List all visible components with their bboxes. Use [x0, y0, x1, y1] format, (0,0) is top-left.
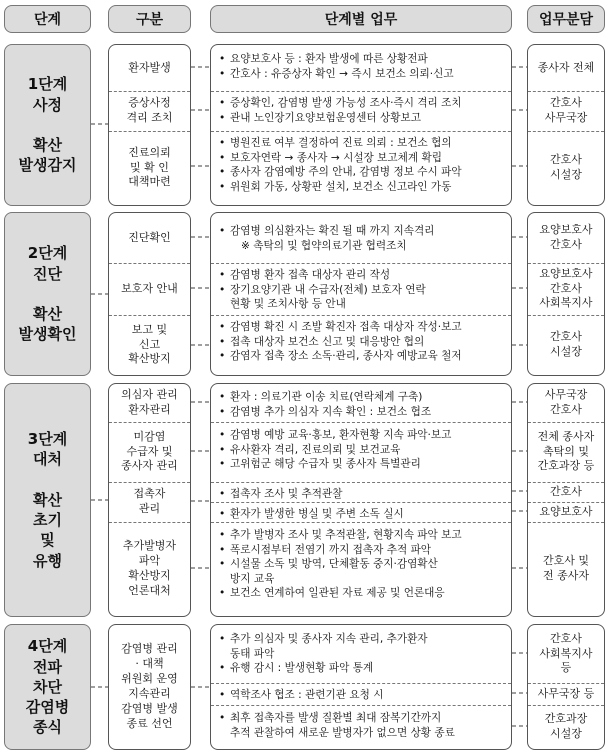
- task-item: • 환자가 발생한 병실 및 주변 소독 실시: [219, 507, 505, 522]
- category-cell: 증상사정 격리 조치: [126, 96, 173, 124]
- task-item-continued: 현황 및 조치사항 등 안내: [230, 298, 346, 311]
- category-cell: 보고 및 신고 확산방지: [128, 322, 171, 366]
- header-stage: 단계: [4, 5, 91, 33]
- task-item: • 감염병 의심환자는 확진 될 때 까지 지속격리: [219, 224, 505, 239]
- task-item: • 요양보호사 등 : 환자 발생에 따른 상황전파: [219, 52, 505, 67]
- category-cell: 진단확인: [128, 230, 171, 244]
- task-note: ※ 촉탁의 및 협약의료기관 협력조치: [241, 239, 407, 252]
- task-cell: [211, 525, 511, 601]
- task-item: • 감염병 추가 의심자 지속 확인 : 보건소 협조: [219, 405, 505, 420]
- task-cell: [211, 93, 511, 125]
- category-cell: 의심자 관리 환자관리: [121, 388, 178, 416]
- stage-1-tasks-column: [210, 44, 512, 206]
- task-item: • 보건소 연계하여 일관된 자료 제공 및 언론대응: [219, 586, 505, 601]
- stage-2-assignment-column: [527, 212, 605, 376]
- header-category: 구분: [108, 5, 191, 33]
- task-item: • 관내 노인장기요양보험운영센터 상황보고: [219, 111, 505, 126]
- assignment-cell: 전체 종사자 촉탁의 및 간호과장 등: [537, 429, 595, 473]
- task-cell: [211, 629, 511, 676]
- task-item: • 보호자연락 → 종사자 → 시설장 보고체계 확립: [219, 151, 505, 166]
- assignment-cell: 간호사 사무국장: [544, 96, 588, 124]
- stage-3-label: 3단계 대처 확산 초기 및 유행: [4, 383, 91, 617]
- category-cell: 보호자 안내: [121, 281, 178, 295]
- task-item: • 간호사 : 유증상자 확인 → 즉시 보건소 의뢰·신고: [219, 67, 505, 82]
- task-item: • 감염병 예방 교육·홍보, 환자현황 지속 파악·보고: [219, 428, 505, 443]
- category-cell: 미감염 수급자 및 종사자 관리: [121, 429, 178, 473]
- task-item: • 접촉 대상자 보건소 신고 및 대응방안 협의: [219, 335, 505, 350]
- task-item: • 증상확인, 감염병 발생 가능성 조사·즉시 격리 조치: [219, 96, 505, 111]
- category-cell: 접촉자 관리: [133, 487, 166, 515]
- stage-3-tasks-column: [210, 383, 512, 617]
- task-cell: [211, 504, 511, 522]
- stage-1-label: 1단계 사정 확산 발생감지: [4, 44, 91, 206]
- task-item: • 유사환자 격리, 진료의뢰 및 보건교육: [219, 443, 505, 458]
- task-item: • 폭로시점부터 전염기 까지 접촉자 추적 파악: [219, 543, 505, 558]
- task-item: • 최후 접촉자를 발생 질환별 최대 잠복기간까지: [219, 711, 505, 726]
- task-item: • 장기요양기관 내 수급자(전체) 보호자 연락: [219, 283, 505, 298]
- stage-4-category-column: [108, 624, 191, 750]
- task-item: • 추가 발병자 조사 및 추적관찰, 현황지속 파악 보고: [219, 528, 505, 543]
- assignment-cell: 요양보호사 간호사 사회복지사: [539, 266, 593, 310]
- task-item: • 환자 : 의료기관 이송 치료(연락체계 구축): [219, 390, 505, 405]
- assignment-cell: 사무국장 간호사: [544, 388, 588, 416]
- stage-1-assignment-column: [527, 44, 605, 206]
- task-cell: [211, 265, 511, 312]
- category-cell: 진료의뢰 및 확 인 대책마련: [128, 145, 171, 189]
- category-cell: 환자발생: [128, 60, 171, 74]
- task-item: • 감염자 접촉 장소 소독·관리, 종사자 예방교육 철저: [219, 349, 505, 364]
- assignment-cell: 종사자 전체: [537, 60, 595, 74]
- task-cell: [211, 708, 511, 740]
- task-cell: [211, 685, 511, 703]
- task-cell: [211, 221, 511, 253]
- assignment-cell: 요양보호사 간호사: [539, 223, 593, 251]
- assignment-cell: 간호사 시설장: [550, 330, 582, 358]
- task-item-continued: 추적 관찰하여 새로운 발병자가 없으면 상황 종료: [230, 726, 455, 739]
- assignment-cell: 요양보호사: [539, 504, 593, 518]
- stage-3-assignment-column: [527, 383, 605, 617]
- task-item: • 접촉자 조사 및 추적관찰: [219, 487, 505, 502]
- task-item: • 위원회 가동, 상황판 설치, 보건소 신고라인 가동: [219, 180, 505, 195]
- stage-4-assignment-column: [527, 624, 605, 750]
- task-item: • 감염병 환자 접촉 대상자 관리 작성: [219, 268, 505, 283]
- stage-1-category-column: [108, 44, 191, 206]
- task-item: • 유행 감시 : 발생현황 파악 통계: [219, 661, 505, 676]
- stage-4-tasks-column: [210, 624, 512, 750]
- assignment-cell: 간호사 및 전 종사자: [542, 554, 589, 582]
- task-cell: [211, 484, 511, 502]
- task-cell: [211, 133, 511, 194]
- task-item-continued: 방지 교육: [230, 572, 275, 585]
- task-item: • 추가 의심자 및 종사자 지속 관리, 추가환자: [219, 632, 505, 647]
- assignment-cell: 사무국장 등: [537, 686, 595, 700]
- task-cell: [211, 49, 511, 81]
- stage-3-category-column: [108, 383, 191, 617]
- task-item: • 시설물 소독 및 방역, 단체활동 중지·감염확산: [219, 557, 505, 572]
- task-cell: [211, 317, 511, 364]
- task-item: • 고위험군 해당 수급자 및 종사자 특별관리: [219, 457, 505, 472]
- task-item: • 감염병 확진 시 조발 확진자 접촉 대상자 작성·보고: [219, 320, 505, 335]
- stage-2-category-column: [108, 212, 191, 376]
- header-assignment: 업무분담: [527, 5, 605, 33]
- task-item-continued: 동태 파악: [230, 647, 275, 660]
- assignment-cell: 간호과장 시설장: [544, 712, 588, 740]
- task-item: • 역학조사 협조 : 관련기관 요청 시: [219, 688, 505, 703]
- task-item: • 병원진료 여부 결정하여 진료 의뢰 : 보건소 협의: [219, 136, 505, 151]
- category-cell: 추가발병자 파악 확산방지 언론대처: [122, 539, 177, 597]
- category-cell: 감염병 관리 · 대책 위원회 운영 지속관리 감염병 발생 종료 선언: [121, 642, 178, 730]
- header-tasks: 단계별 업무: [210, 5, 512, 33]
- task-item: • 종사자 감염예방 주의 안내, 감염병 정보 수시 파악: [219, 165, 505, 180]
- assignment-cell: 간호사: [550, 484, 582, 498]
- task-cell: [211, 425, 511, 472]
- assignment-cell: 간호사 사회복지사 등: [539, 631, 593, 675]
- task-cell: [211, 387, 511, 419]
- stage-4-label: 4단계 전파 차단 감염병 종식: [4, 624, 91, 750]
- stage-2-label: 2단계 진단 확산 발생확인: [4, 212, 91, 376]
- assignment-cell: 간호사 시설장: [550, 153, 582, 181]
- stage-2-tasks-column: [210, 212, 512, 376]
